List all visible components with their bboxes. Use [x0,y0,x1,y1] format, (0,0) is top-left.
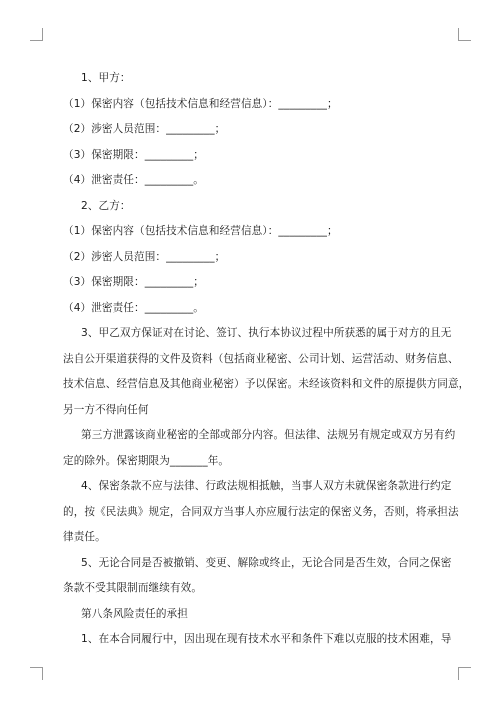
document-body [63,66,470,653]
document-line: （3）保密期限：_________； [63,148,204,161]
document-line: 另一方不得向任何 [63,403,149,416]
document-line: 1、甲方： [81,72,131,84]
document-line: 第八条风险责任的承担 [81,607,188,620]
document-line: 第三方泄露该商业秘密的全部或部分内容。但法律、法规另有规定或双方另有约 [81,429,456,441]
document-line: 律责任。 [63,531,106,543]
document-line: （2）涉密人员范围：_________； [63,123,226,135]
document-line: 法自公开渠道获得的文件及资料（包括商业秘密、公司计划、运营活动、财务信息、 [63,352,459,365]
document-line: 4、保密条款不应与法律、行政法规相抵触，当事人双方未就保密条款进行约定 [81,480,452,492]
document-line: 3、甲乙双方保证对在讨论、签订、执行本协议过程中所获悉的属于对方的且无 [81,327,452,339]
document-line: 5、无论合同是否被撤销、变更、解除或终止，无论合同是否生效，合同之保密 [81,556,452,569]
document-line: （2）涉密人员范围：_________； [63,250,226,263]
document-line: （4）泄密责任：_________。 [63,174,204,186]
document-line: 技术信息、经营信息及其他商业秘密）予以保密。未经该资料和文件的原提供方同意， [63,378,470,390]
document-line: 条款不受其限制而继续有效。 [63,582,203,594]
document-line: 定的除外。保密期限为_______年。 [63,454,230,467]
document-line: 的，按《民法典》规定，合同双方当事人亦应履行法定的保密义务，否则，将承担法 [63,505,459,518]
crop-mark-bottom-right [458,667,471,680]
document-line: （1）保密内容（包括技术信息和经营信息）：_________； [63,97,338,110]
crop-mark-top-right [458,28,471,41]
document-line: 1、在本合同履行中，因出现在现有技术水平和条件下难以克服的技术困难，导 [81,633,452,645]
crop-mark-bottom-left [30,667,43,680]
document-line: （4）泄密责任：_________。 [63,301,204,314]
document-line: （1）保密内容（包括技术信息和经营信息）：_________； [63,225,338,237]
document-line: 2、乙方： [81,199,131,212]
crop-mark-top-left [30,28,43,41]
document-line: （3）保密期限：_________； [63,276,204,288]
